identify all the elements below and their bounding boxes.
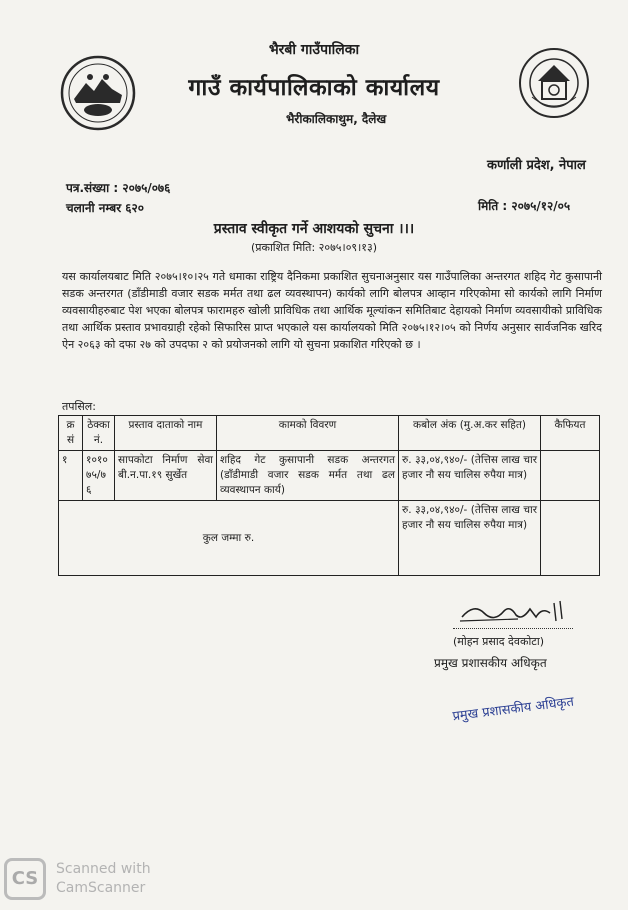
col-header-bidder: प्रस्ताव दाताको नाम [115, 416, 217, 451]
watermark-line-1: Scanned with [56, 861, 151, 877]
watermark-line-2: CamScanner [56, 880, 146, 896]
dispatch-number: चलानी नम्बर ६२० [66, 201, 145, 215]
notice-date: मिति : २०७५/१२/०५ [478, 199, 571, 213]
table-header-row [59, 416, 600, 451]
details-label: तपसिल: [62, 400, 96, 413]
notice-title: प्रस्ताव स्वीकृत गर्ने आशयको सुचना ।।। [213, 221, 415, 237]
contract-table [58, 415, 600, 576]
official-stamp: प्रमुख प्रशासकीय अधिकृत [451, 694, 575, 725]
cell-amount: रु. ३३,०४,९४०/- (तेत्तिस लाख चार हजार नौ सय चालिस रुपैया मात्र) [399, 451, 541, 501]
handwritten-signature [458, 595, 568, 627]
col-header-remarks: कैफियत [541, 416, 600, 451]
col-header-amount: कबोल अंक (मु.अ.कर सहित) [399, 416, 541, 451]
camscanner-logo-icon: CS [4, 858, 46, 900]
signer-name: (मोहन प्रसाद देवकोटा) [453, 635, 544, 648]
cell-work: शहिद गेट कुसापानी सडक अन्तरगत (डाँडीमाडी वजार सडक मर्मत तथा ढल व्यवस्थापन कार्य) [217, 451, 399, 501]
cell-remarks [541, 451, 600, 501]
province-line: कर्णाली प्रदेश, नेपाल [487, 158, 586, 173]
notice-body: यस कार्यालयबाट मिति २०७५।१०।२५ गते धमाका राष्ट्रिय दैनिकमा प्रकाशित सुचनाअनुसार यस गाउँपालिका अन्तरगत शहिद गेट कुसापानी सडक अन्तरगत (डाँडीमाडी वजार सडक मर्मत तथा ढल व्यवस्थापन) कार्यको लागि बोलपत्र आव्हान गरिएकोमा सो कार्यको लागि निर्माण व्यवसायीहरुबाट पेश भएका बोलपत्र फारामहरु खोली प्राविधिक तथा आर्थिक मूल्यांकन समितिबाट देहायको निर्माण व्यवसायीको प्राविधिक तथा आर्थिक प्रस्ताव प्रभावग्राही रहेको सिफारिस प्राप्त भएकाले यस कार्यालयको मिति २०७५।१२।०५ को निर्णय अनुसार सार्वजनिक खरिद ऐन २०६३ को दफा २७ को उपदफा २ को प्रयोजनको लागि यो सुचना प्रकाशित गरिएको छ । [62, 270, 602, 351]
table-total-row [59, 501, 600, 576]
signer-title: प्रमुख प्रशासकीय अधिकृत [434, 656, 547, 670]
org-name: भैरबी गाउँपालिका [268, 42, 360, 58]
reference-number: पत्र.संख्या : २०७५/०७६ [66, 181, 171, 195]
table-row [59, 451, 600, 501]
col-header-work: कामको विवरण [217, 416, 399, 451]
col-header-sn: क्र सं [59, 416, 83, 451]
cell-contract-no: १०१० ७५/७ ६ [83, 451, 115, 501]
total-remarks [541, 501, 600, 576]
cell-bidder: सापकोटा निर्माण सेवा बी.न.पा.१९ सुर्खेत [115, 451, 217, 501]
office-title: गाउँ कार्यपालिकाको कार्यालय [188, 75, 440, 101]
signature-line [453, 628, 573, 629]
total-label: कुल जम्मा रु. [59, 501, 399, 576]
cell-sn: १ [59, 451, 83, 501]
published-date: (प्रकाशित मिति: २०७५।०९।१३) [250, 241, 378, 254]
col-header-contract-no: ठेक्का नं. [83, 416, 115, 451]
office-address: भैरीकालिकाथुम, दैलेख [286, 112, 387, 126]
watermark-text [56, 860, 151, 898]
total-amount: रु. ३३,०४,९४०/- (तेत्तिस लाख चार हजार नौ सय चालिस रुपैया मात्र) [399, 501, 541, 576]
